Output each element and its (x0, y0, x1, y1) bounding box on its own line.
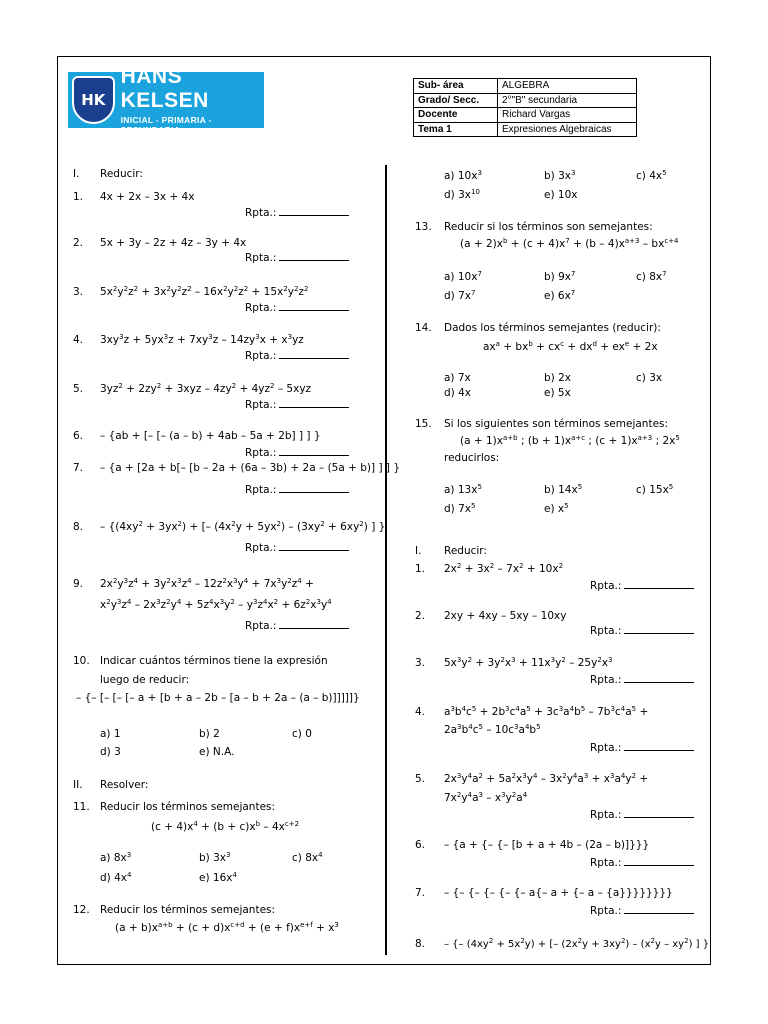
expression: $(a + 2)x^b + (c + 4)x^7 + (b - 4)x^{a+3} - bx^{c+4}$ (460, 237, 679, 250)
info-key: Tema 1 (414, 122, 498, 137)
answer-field: Rpta.: (590, 580, 694, 592)
option: c) $4x^5$ (636, 169, 667, 182)
section-title: Reducir: (100, 168, 143, 180)
question-text: Reducir los términos semejantes: (100, 904, 276, 916)
expression: – {– $(4xy^2 + 5x^2y)$ + [– $(2x^2y + 3xy^2) - (x^2y - xy^2)$ ] } (444, 937, 710, 950)
option: b) $3x^3$ (199, 851, 231, 864)
item-number: 2. (73, 237, 84, 249)
answer-field: Rpta.: (245, 207, 349, 219)
item-number: 5. (73, 383, 84, 395)
expression: $3xy^3z + 5yx^3z + 7xy^3z - 14zy^3x + x^3yz$ (100, 333, 304, 346)
item-number: 1. (73, 191, 84, 203)
item-number: 3. (73, 286, 84, 298)
expression: – {a + {– {– [b + a + 4b – (2a – b)]}}} (444, 839, 650, 851)
expression: $a^3b^4c^5 + 2b^3c^4a^5 + 3c^3a^4b^5 - 7b^3c^4a^5$ + (444, 705, 649, 718)
option: e) 10x (544, 189, 578, 201)
info-value: 2°"B" secundaria (498, 93, 637, 108)
expression: – {a + [2a + b[– [b – 2a + (6a – 3b) + 2a – (5a + b)] ] ] } (100, 462, 401, 474)
question-text: Si los siguientes son términos semejantes: (444, 418, 669, 430)
item-number: 4. (73, 334, 84, 346)
expression: $2x^2 + 3x^2 - 7x^2 + 10x^2$ (444, 562, 564, 575)
section-title: Reducir: (444, 545, 487, 557)
option: c) 3x (636, 372, 663, 384)
shield-icon (72, 76, 115, 124)
expression: $5x^3y^2 + 3y^2x^3 + 11x^3y^2 - 25y^2x^3$ (444, 656, 613, 669)
option: d) 4x (444, 387, 471, 399)
option: b) $9x^7$ (544, 270, 576, 283)
item-number: 6. (415, 839, 426, 851)
option: b) 2 (199, 728, 220, 740)
expression: 4x + 2x – 3x + 4x (100, 191, 195, 203)
answer-field: Rpta.: (245, 302, 349, 314)
item-number: 6. (73, 430, 84, 442)
info-value: ALGEBRA (498, 79, 637, 94)
expression: – {ab + [– [– (a – b) + 4ab – 5a + 2b] ] ] } (100, 430, 321, 442)
expression: $ax^a + bx^b + cx^c + dx^d + ex^e + 2x$ (483, 340, 658, 353)
option: a) 1 (100, 728, 121, 740)
question-text: Reducir si los términos son semejantes: (444, 221, 653, 233)
answer-field: Rpta.: (245, 447, 349, 459)
option: d) $3x^{10}$ (444, 188, 480, 201)
section-number: I. (73, 168, 80, 180)
expression: $(c + 4)x^4 + (b + c)x^b - 4x^{c+2}$ (151, 820, 300, 833)
expression: $2x^2y^3z^4 + 3y^2x^3z^4 - 12z^2x^3y^4 + 7x^3y^2z^4$ + (100, 577, 314, 590)
school-logo (68, 65, 264, 135)
option: a) 7x (444, 372, 471, 384)
item-number: 14. (415, 322, 432, 334)
column-divider (385, 165, 387, 955)
info-key: Grado/ Secc. (414, 93, 498, 108)
answer-field: Rpta.: (590, 625, 694, 637)
answer-field: Rpta.: (245, 350, 349, 362)
item-number: 11. (73, 801, 90, 813)
option: c) $8x^4$ (292, 851, 323, 864)
answer-field: Rpta.: (590, 857, 694, 869)
section-number: II. (73, 779, 83, 791)
answer-field: Rpta.: (245, 484, 349, 496)
option: e) 5x (544, 387, 571, 399)
info-value: Richard Vargas (498, 108, 637, 123)
info-key: Sub- área (414, 79, 498, 94)
option: a) $10x^7$ (444, 270, 482, 283)
logo-initials: HK (81, 91, 106, 109)
expression-cont: $x^2y^3z^4 - 2x^3z^2y^4 + 5z^4x^3y^2 - y^3z^4x^2 + 6z^2x^3y^4$ (100, 598, 332, 611)
question-text: luego de reducir: (100, 674, 190, 686)
expression: $2x^3y^4a^2 + 5a^2x^3y^4 - 3x^2y^4a^3 + x^3a^4y^2$ + (444, 772, 649, 785)
section-number: I. (415, 545, 422, 557)
item-number: 8. (73, 521, 84, 533)
option: e) $16x^4$ (199, 871, 237, 884)
item-number: 8. (415, 938, 426, 950)
question-text: Reducir los términos semejantes: (100, 801, 276, 813)
option: b) 2x (544, 372, 571, 384)
section-title: Resolver: (100, 779, 149, 791)
expression-cont: $2a^3b^4c^5 - 10c^3a^4b^5$ (444, 723, 541, 736)
answer-field: Rpta.: (590, 809, 694, 821)
item-number: 10. (73, 655, 90, 667)
logo-subtitle: INICIAL - PRIMARIA - SECUNDARIA (120, 115, 212, 135)
option: c) 0 (292, 728, 312, 740)
question-text: Indicar cuántos términos tiene la expresión (100, 655, 328, 667)
expression-cont: $7x^2y^4a^3 - x^3y^2a^4$ (444, 791, 528, 804)
logo-name: HANS KELSEN (120, 65, 209, 112)
answer-field: Rpta.: (245, 252, 349, 264)
item-number: 7. (415, 887, 426, 899)
option: d) $7x^7$ (444, 289, 476, 302)
answer-field: Rpta.: (245, 620, 349, 632)
expression: $(a + 1)x^{a+b}$ ; $(b + 1)x^{a+c}$ ; $(c + 1)x^{a+3}$ ; $2x^5$ (460, 434, 680, 447)
expression: – {– {– {– {– {– a{– a + {– a – {a}}}}}}}} (444, 887, 673, 899)
option: b) $3x^3$ (544, 169, 576, 182)
answer-field: Rpta.: (590, 905, 694, 917)
expression: $3yz^2 + 2zy^2 + 3xyz - 4zy^2 + 4yz^2 - 5xyz$ (100, 382, 312, 395)
answer-field: Rpta.: (245, 542, 349, 554)
option: d) $7x^5$ (444, 502, 476, 515)
option: a) $13x^5$ (444, 483, 482, 496)
expression: – {– [– [– [– a + [b + a – 2b – [a – b + 2a – (a – b)]]]]]} (76, 692, 360, 704)
option: e) $x^5$ (544, 502, 569, 515)
item-number: 5. (415, 773, 426, 785)
item-number: 4. (415, 706, 426, 718)
item-number: 13. (415, 221, 432, 233)
item-number: 2. (415, 610, 426, 622)
item-number: 7. (73, 462, 84, 474)
option: e) $6x^7$ (544, 289, 576, 302)
question-text: Dados los términos semejantes (reducir): (444, 322, 661, 334)
option: c) $8x^7$ (636, 270, 667, 283)
info-key: Docente (414, 108, 498, 123)
option: d) 3 (100, 746, 121, 758)
item-number: 9. (73, 578, 84, 590)
expression: 2xy + 4xy – 5xy – 10xy (444, 610, 567, 622)
option: e) N.A. (199, 746, 235, 758)
item-number: 15. (415, 418, 432, 430)
item-number: 12. (73, 904, 90, 916)
info-table (413, 78, 637, 137)
item-number: 1. (415, 563, 426, 575)
option: c) $15x^5$ (636, 483, 674, 496)
expression: 5x + 3y – 2z + 4z – 3y + 4x (100, 237, 247, 249)
question-text: reducirlos: (444, 452, 500, 464)
option: a) $10x^3$ (444, 169, 482, 182)
answer-field: Rpta.: (590, 742, 694, 754)
option: d) $4x^4$ (100, 871, 132, 884)
option: a) $8x^3$ (100, 851, 132, 864)
option: b) $14x^5$ (544, 483, 583, 496)
info-value: Expresiones Algebraicas (498, 122, 637, 137)
expression: $(a + b)x^{a+b} + (c + d)x^{c+d} + (e + f)x^{e+f} + x^3$ (115, 921, 339, 934)
answer-field: Rpta.: (245, 399, 349, 411)
expression: – {$(4xy^2 + 3yx^2)$ + [– $(4x^2y + 5yx^2) - (3xy^2 + 6xy^2)$ ] } (100, 520, 386, 533)
item-number: 3. (415, 657, 426, 669)
expression: $5x^2y^2z^2 + 3x^2y^2z^2 - 16x^2y^2z^2 + 15x^2y^2z^2$ (100, 285, 309, 298)
answer-field: Rpta.: (590, 674, 694, 686)
